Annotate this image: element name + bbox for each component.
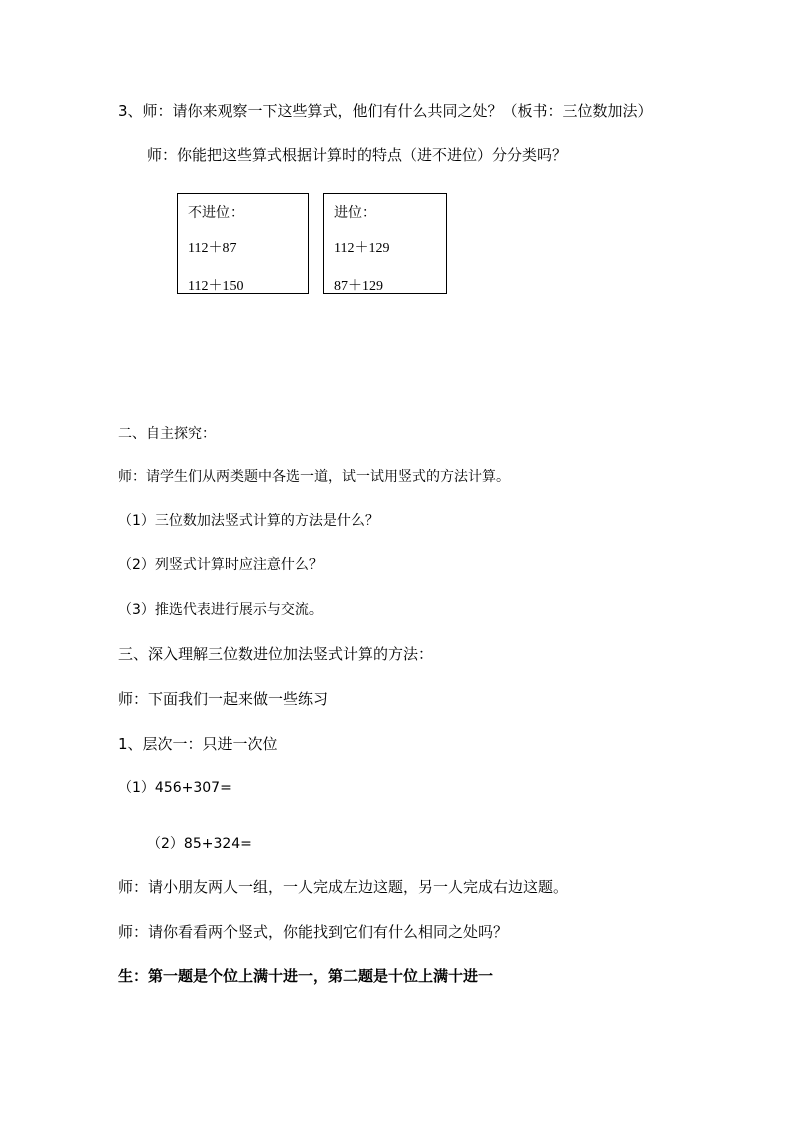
carry-box xyxy=(323,193,447,294)
line-compare: 师：请你看看两个竖式，你能找到它们有什么相同之处吗？ xyxy=(118,923,509,941)
line-answer: 生：第一题是个位上满十进一，第二题是十位上满十进一 xyxy=(118,967,494,985)
exercise-1: （1）456+307= xyxy=(118,780,232,796)
section2-heading: 二、自主探究： xyxy=(118,426,216,442)
no-carry-title: 不进位： xyxy=(188,205,244,221)
exercise-2: （2）85+324= xyxy=(147,836,252,852)
carry-title: 进位： xyxy=(334,205,376,221)
line-explore: 师：请学生们从两类题中各选一道，试一试用竖式的方法计算。 xyxy=(118,469,510,485)
line-practice: 师：下面我们一起来做一些练习 xyxy=(118,690,329,708)
line-q3: 3、师：请你来观察一下这些算式，他们有什么共同之处？（板书：三位数加法） xyxy=(118,102,653,120)
line-pair: 师：请小朋友两人一组，一人完成左边这题，另一人完成右边这题。 xyxy=(118,878,569,896)
no-carry-item-2: 112＋150 xyxy=(188,279,244,294)
carry-item-2: 87＋129 xyxy=(334,279,383,294)
question-item-2: （2）列竖式计算时应注意什么？ xyxy=(118,557,323,573)
carry-item-1: 112＋129 xyxy=(334,241,390,256)
question-item-3: （3）推选代表进行展示与交流。 xyxy=(118,602,323,618)
no-carry-item-1: 112＋87 xyxy=(188,241,237,256)
no-carry-box xyxy=(177,193,309,294)
question-item-1: （1）三位数加法竖式计算的方法是什么？ xyxy=(118,513,379,529)
line-level1: 1、层次一：只进一次位 xyxy=(118,735,278,753)
section3-heading: 三、深入理解三位数进位加法竖式计算的方法： xyxy=(118,645,434,663)
line-classify: 师：你能把这些算式根据计算时的特点（进不进位）分分类吗？ xyxy=(147,146,568,164)
